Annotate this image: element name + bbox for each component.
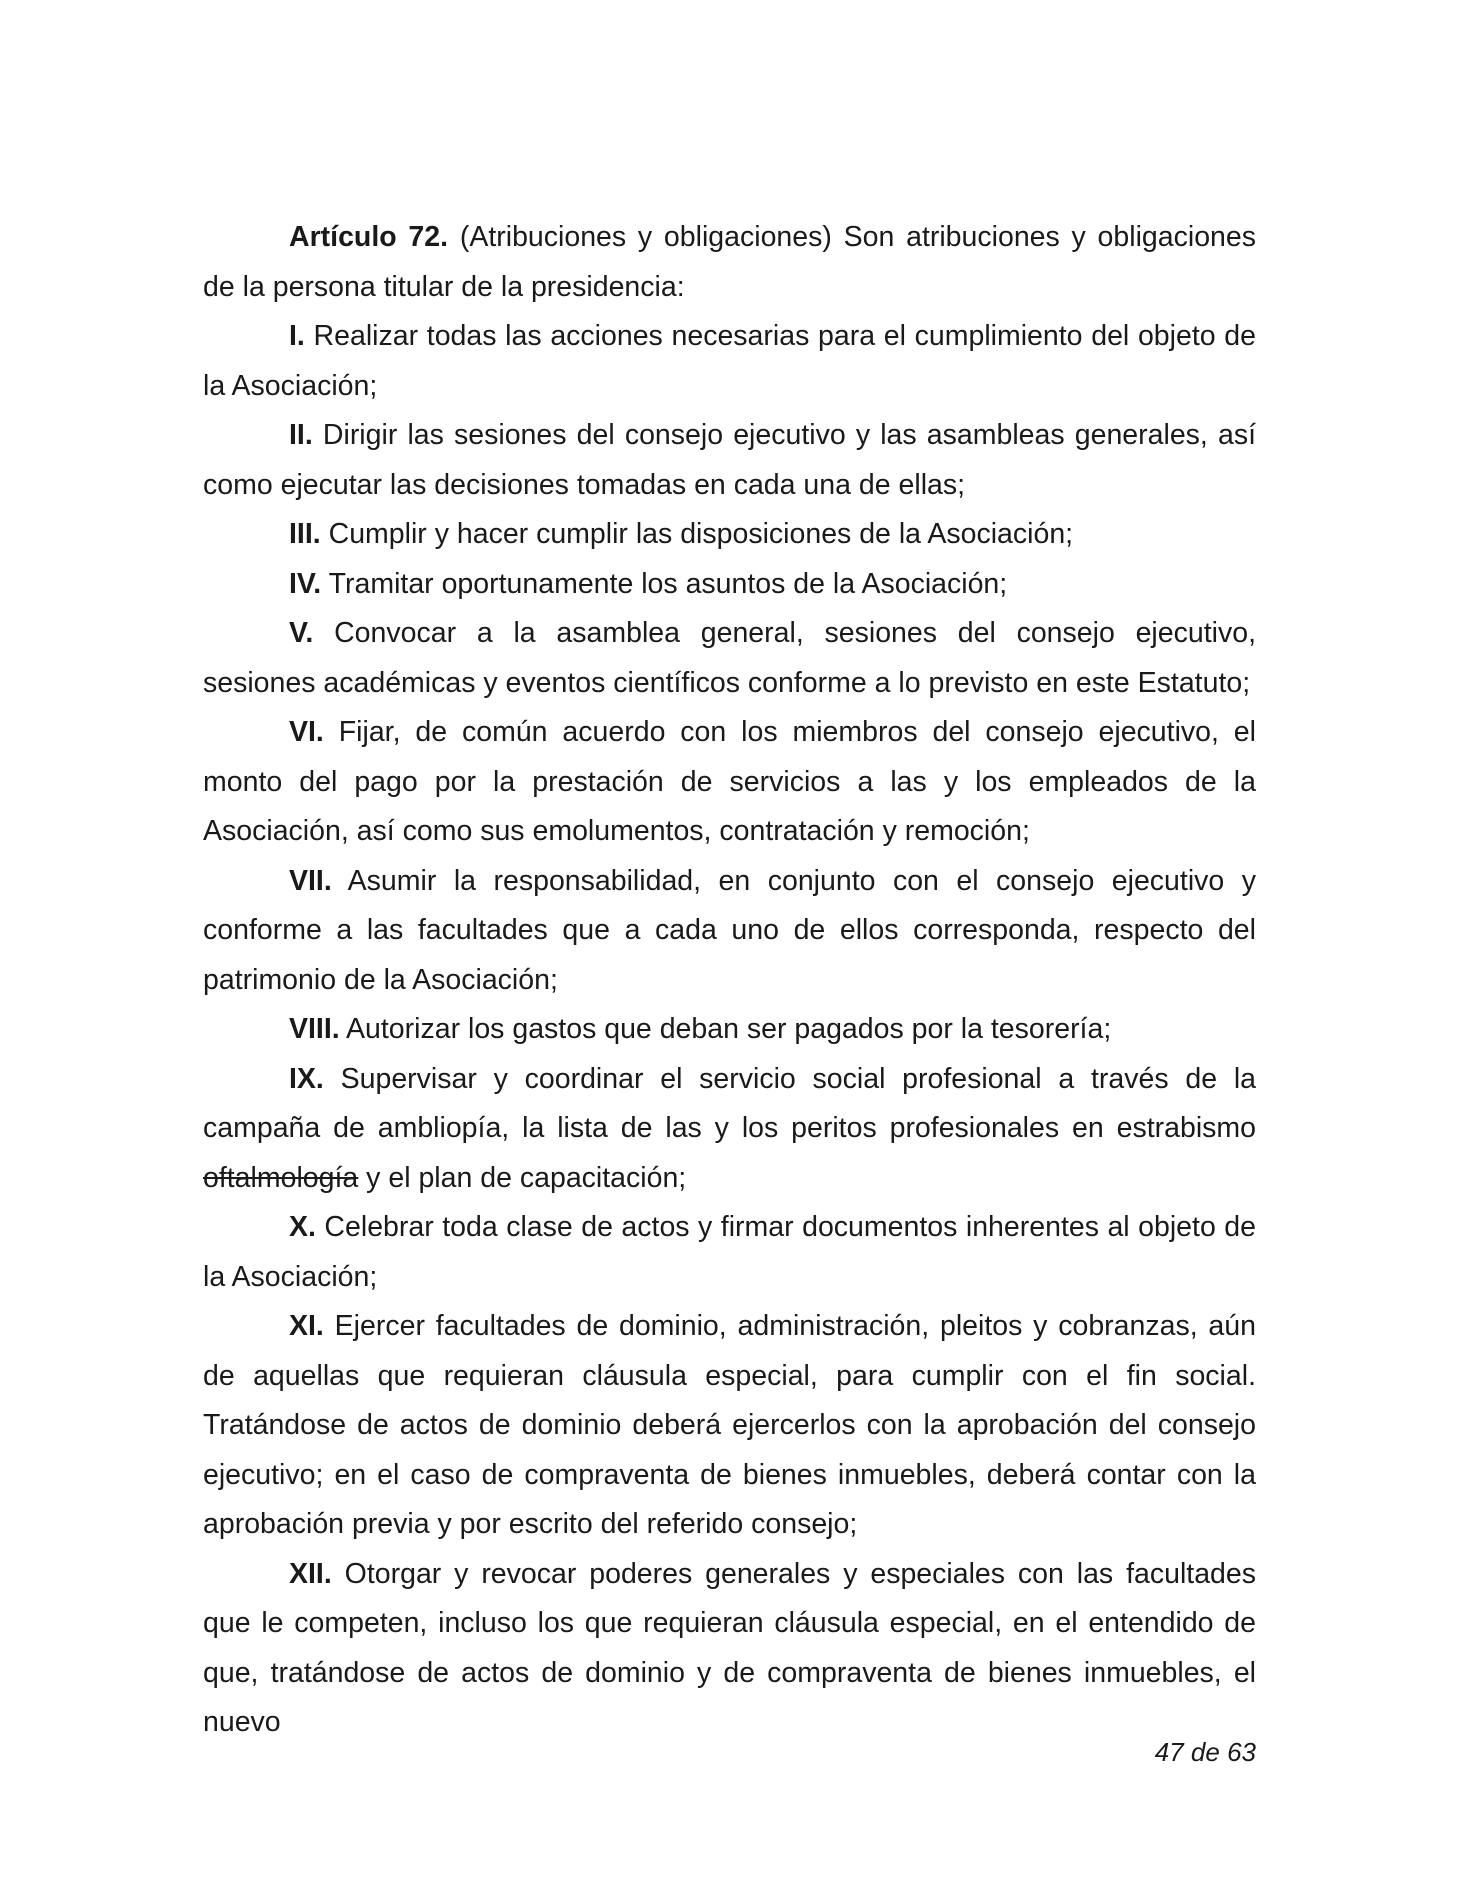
item-text: Fijar, de común acuerdo con los miembros del consejo ejecutivo, el monto del pago por la prestación de servicios a las y los empleados de la Asociación, así como sus emolumentos, contratación y remoción; <box>203 716 1256 847</box>
item-text: Realizar todas las acciones necesarias para el cumplimiento del objeto de la Asociación; <box>203 320 1256 402</box>
item-number: III. <box>289 518 321 550</box>
list-item <box>203 609 1256 708</box>
item-number: I. <box>289 320 305 352</box>
list-item <box>203 510 1256 560</box>
article-text: (Atribuciones y obligaciones) Son atribuciones y obligaciones de la persona titular de la presidencia: <box>203 221 1256 303</box>
list-item <box>203 1005 1256 1055</box>
item-number: IV. <box>289 567 322 600</box>
struck-text: oftalmología <box>203 1161 359 1194</box>
item-text: Ejercer facultades de dominio, administración, pleitos y cobranzas, aún de aquellas que requieran cláusula especial, para cumplir con el fin social. Tratándose de actos de dominio deberá ejercerlos con la aprobación del consejo ejecutivo; en el caso de compraventa de bienes inmuebles, deberá contar con la aprobación previa y por escrito del referido consejo; <box>203 1310 1256 1540</box>
item-text: Dirigir las sesiones del consejo ejecutivo y las asambleas generales, así como ejecutar las decisiones tomadas en cada una de ellas; <box>203 419 1256 501</box>
item-number: V. <box>289 617 314 649</box>
item-number: VI. <box>289 716 324 748</box>
item-number: II. <box>289 419 313 451</box>
item-number: X. <box>289 1211 316 1243</box>
list-item <box>203 1550 1256 1748</box>
item-number: VII. <box>289 864 332 897</box>
list-item <box>203 1055 1256 1204</box>
list-item <box>203 312 1256 411</box>
item-number: VIII. <box>289 1013 340 1045</box>
item-text: Celebrar toda clase de actos y firmar documentos inherentes al objeto de la Asociación; <box>203 1211 1256 1293</box>
list-item <box>203 560 1256 610</box>
item-text: Tramitar oportunamente los asuntos de la Asociación; <box>321 567 1008 600</box>
list-item <box>203 1203 1256 1302</box>
list-item <box>203 708 1256 857</box>
article-heading-paragraph <box>203 213 1256 312</box>
item-text: Otorgar y revocar poderes generales y especiales con las facultades que le competen, incluso los que requieran cláusula especial, en el entendido de que, tratándose de actos de dominio y de compraventa de bienes inmuebles, el nuevo <box>203 1557 1256 1738</box>
article-label: Artículo 72. <box>289 221 449 253</box>
list-item <box>203 411 1256 510</box>
item-text: Convocar a la asamblea general, sesiones del consejo ejecutivo, sesiones académicas y eventos científicos conforme a lo previsto en este Estatuto; <box>203 617 1256 699</box>
item-text: Cumplir y hacer cumplir las disposiciones de la Asociación; <box>320 518 1074 550</box>
item-text: Autorizar los gastos que deban ser pagados por la tesorería; <box>339 1013 1112 1045</box>
page-number: 47 de 63 <box>1154 1737 1256 1767</box>
item-text: Supervisar y coordinar el servicio social profesional a través de la campaña de ambliopía, la lista de las y los peritos profesionales en estrabismo <box>203 1062 1256 1144</box>
item-text-after: y el plan de capacitación; <box>358 1161 687 1194</box>
item-number: XII. <box>289 1557 332 1590</box>
document-body <box>203 213 1256 1748</box>
item-number: IX. <box>289 1062 324 1095</box>
item-number: XI. <box>289 1310 324 1342</box>
item-text: Asumir la responsabilidad, en conjunto con el consejo ejecutivo y conforme a las facultades que a cada uno de ellos corresponda, respecto del patrimonio de la Asociación; <box>203 864 1256 996</box>
list-item <box>203 1302 1256 1550</box>
list-item <box>203 857 1256 1006</box>
